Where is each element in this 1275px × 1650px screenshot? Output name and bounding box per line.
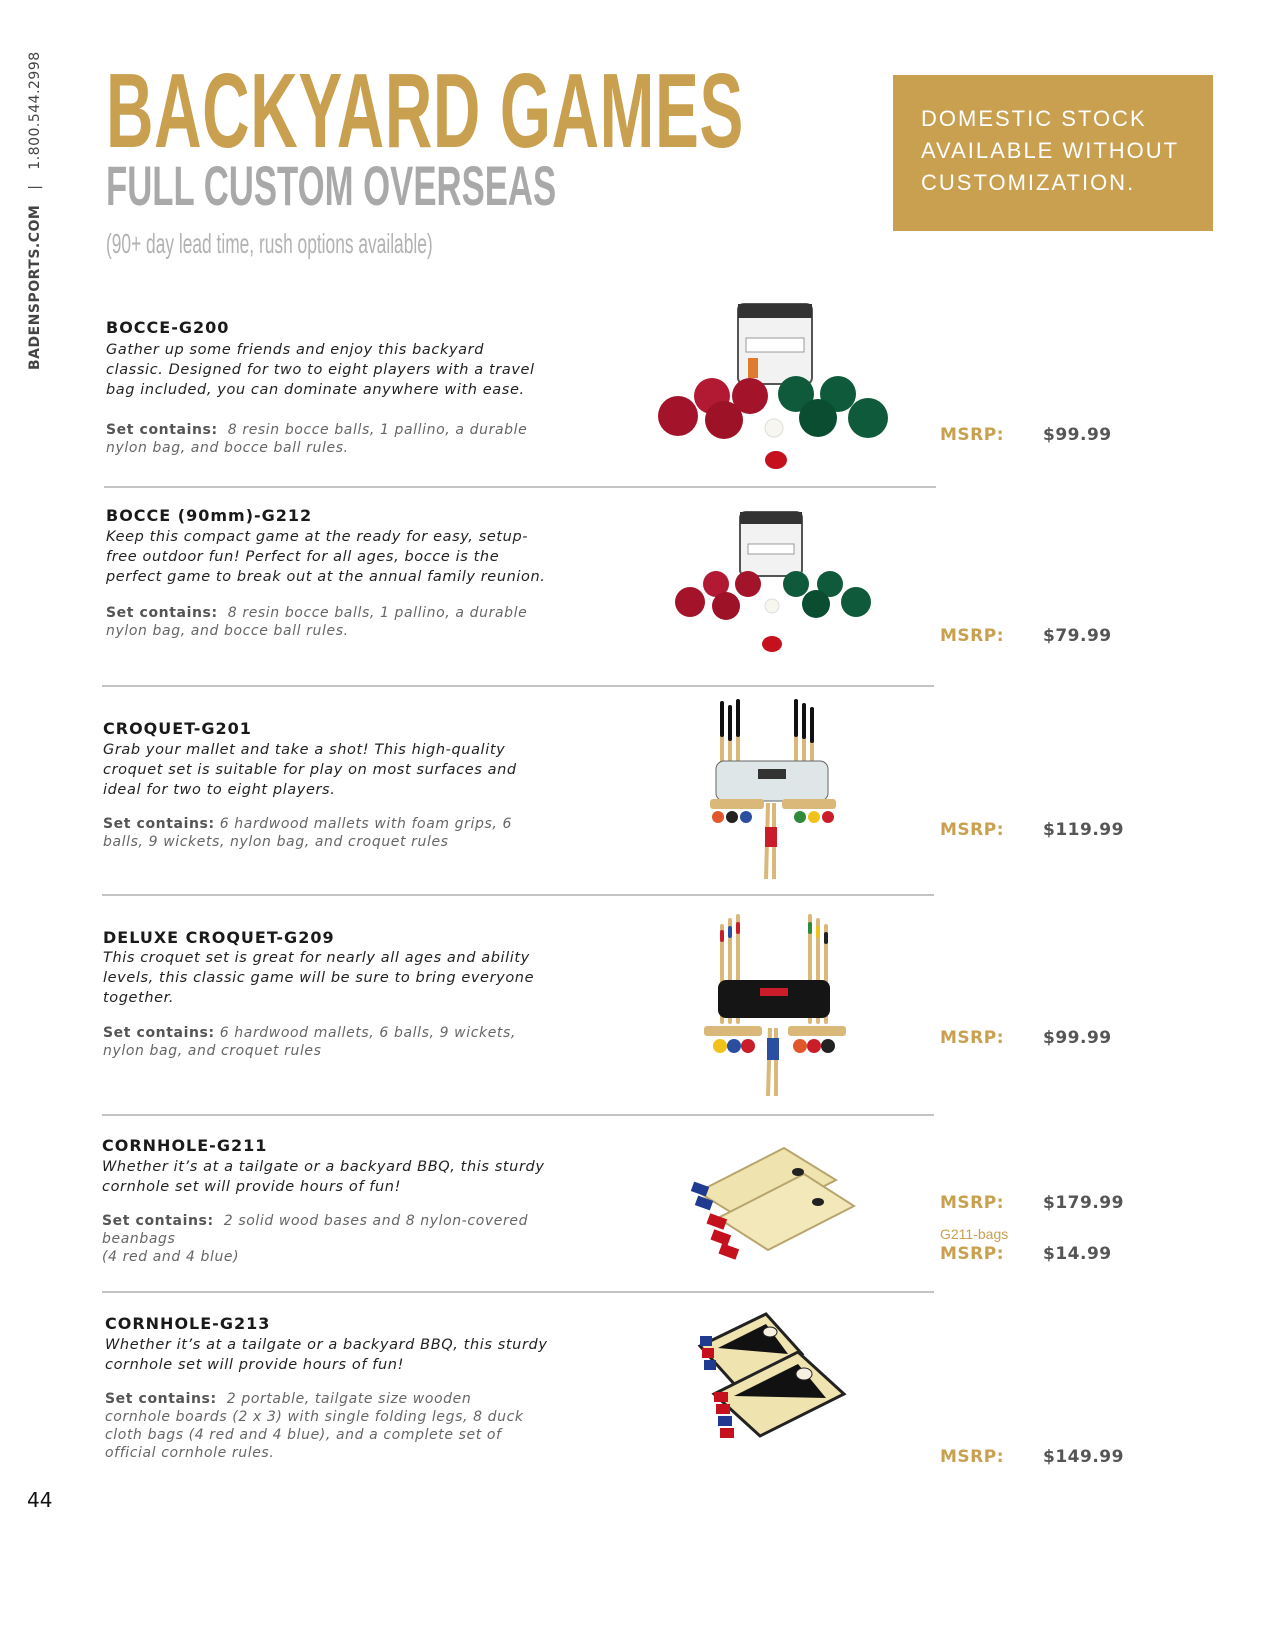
set-label: Set contains:	[106, 422, 218, 438]
product-description: Whether it’s at a tailgate or a backyard BBQ, this sturdy cornhole set will provide hours of fun!	[105, 1337, 548, 1373]
msrp-label: MSRP:	[940, 1028, 1005, 1048]
product-description: This croquet set is great for nearly all ages and ability levels, this classic game will be sure to bring everyone together.	[103, 950, 535, 1006]
product-description: Grab your mallet and take a shot! This high-quality croquet set is suitable for play on most surfaces and ideal for two to eight players.	[103, 742, 517, 798]
msrp-price: $99.99	[1043, 1028, 1112, 1048]
set-label: Set contains:	[105, 1391, 217, 1407]
msrp-price: $179.99	[1043, 1193, 1124, 1213]
page-title: BACKYARD GAMES	[106, 52, 744, 170]
product-name: BOCCE-G200	[106, 318, 230, 337]
website-text: BADENSPORTS.COM	[27, 204, 43, 370]
page-subtitle: FULL CUSTOM OVERSEAS	[106, 154, 557, 217]
set-label: Set contains:	[102, 1213, 214, 1229]
set-contents: Set contains: 8 resin bocce balls, 1 pallino, a durable nylon bag, and bocce ball rules.	[106, 605, 528, 639]
msrp-price: $99.99	[1043, 425, 1112, 445]
bags-sku-label: G211-bags	[940, 1226, 1009, 1242]
msrp-label: MSRP:	[940, 1244, 1005, 1264]
msrp-label: MSRP:	[940, 1193, 1005, 1213]
set-contents: Set contains: 8 resin bocce balls, 1 pallino, a durable nylon bag, and bocce ball rules.	[106, 422, 528, 456]
msrp-price: $149.99	[1043, 1447, 1124, 1467]
lead-time-note: (90+ day lead time, rush options available)	[106, 228, 433, 259]
divider	[102, 1291, 934, 1293]
product-name: DELUXE CROQUET-G209	[103, 928, 335, 947]
product-description: Gather up some friends and enjoy this backyard classic. Designed for two to eight players with a travel bag included, you can dominate anywhere with ease.	[106, 342, 535, 398]
product-name: CROQUET-G201	[103, 719, 252, 738]
cornhole-set-image	[694, 1308, 854, 1453]
msrp-price-bags: $14.99	[1043, 1244, 1112, 1264]
set-contents: Set contains: 2 solid wood bases and 8 nylon-covered beanbags (4 red and 4 blue)	[102, 1213, 529, 1265]
product-description: Whether it’s at a tailgate or a backyard BBQ, this sturdy cornhole set will provide hours of fun!	[102, 1159, 545, 1195]
croquet-set-image	[700, 695, 845, 883]
page-number: 44	[27, 1488, 53, 1512]
separator: |	[27, 184, 43, 190]
msrp-label: MSRP:	[940, 425, 1005, 445]
banner-line: AVAILABLE WITHOUT	[921, 138, 1180, 163]
set-label: Set contains:	[103, 1025, 215, 1041]
product-description: Keep this compact game at the ready for easy, setup- free outdoor fun! Perfect for all ages, bocce is the perfect game to break out at the annual family reunion.	[106, 529, 546, 585]
banner-line: DOMESTIC STOCK	[921, 106, 1147, 131]
set-label: Set contains:	[106, 605, 218, 621]
set-contents: Set contains: 6 hardwood mallets, 6 balls, 9 wickets, nylon bag, and croquet rules	[103, 1025, 516, 1059]
product-name: BOCCE (90mm)-G212	[106, 506, 313, 525]
croquet-set-image	[700, 910, 850, 1100]
msrp-label: MSRP:	[940, 1447, 1005, 1467]
divider	[102, 1114, 934, 1116]
side-contact	[27, 51, 47, 370]
msrp-label: MSRP:	[940, 820, 1005, 840]
set-label: Set contains:	[103, 816, 215, 832]
banner-line: CUSTOMIZATION.	[921, 170, 1136, 195]
divider	[104, 486, 936, 488]
msrp-label: MSRP:	[940, 626, 1005, 646]
msrp-price: $119.99	[1043, 820, 1124, 840]
set-contents: Set contains: 6 hardwood mallets with foam grips, 6 balls, 9 wickets, nylon bag, and croquet rules	[103, 816, 512, 850]
divider	[102, 894, 934, 896]
divider	[102, 685, 934, 687]
bocce-set-image	[670, 506, 880, 656]
set-contents: Set contains: 2 portable, tailgate size wooden cornhole boards (2 x 3) with single folding legs, 8 duck cloth bags (4 red and 4 blue), and a complete set of official cornhole rules.	[105, 1391, 524, 1461]
product-name: CORNHOLE-G213	[105, 1314, 271, 1333]
product-name: CORNHOLE-G211	[102, 1136, 268, 1155]
phone-text: 1.800.544.2998	[27, 51, 43, 170]
bocce-set-image	[650, 296, 900, 476]
msrp-price: $79.99	[1043, 626, 1112, 646]
cornhole-set-image	[688, 1140, 860, 1272]
domestic-stock-banner	[893, 75, 1213, 231]
